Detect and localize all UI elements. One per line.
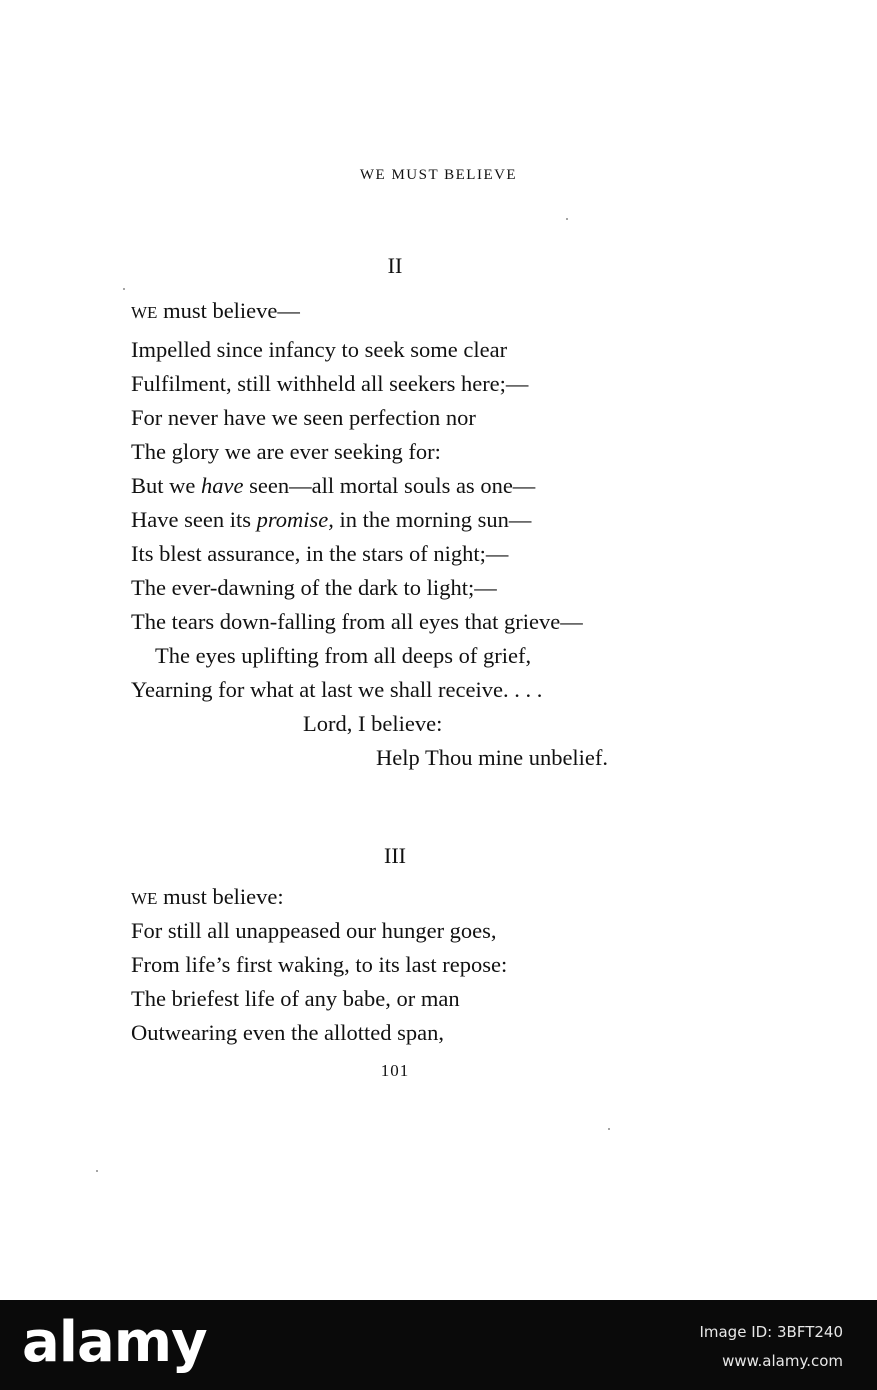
small-caps-word: WE	[131, 303, 158, 322]
poem-line: From life’s first waking, to its last repose:	[131, 952, 508, 977]
poem-line: Impelled since infancy to seek some clear	[131, 337, 508, 362]
italic-word: promise,	[256, 507, 334, 532]
small-caps-word: WE	[131, 889, 158, 908]
line-text-pre: But we	[131, 473, 201, 498]
poem-line: The glory we are ever seeking for:	[131, 439, 441, 464]
opening-rest: must believe:	[157, 884, 284, 909]
poem-line-indented: Help Thou mine unbelief.	[376, 745, 609, 770]
scan-speck	[123, 288, 125, 290]
site-url: www.alamy.com	[722, 1351, 843, 1370]
poem-line-with-italic	[131, 509, 531, 532]
scan-speck	[96, 1170, 98, 1172]
section-iii-opening-line	[131, 886, 284, 909]
watermark-footer	[0, 1300, 877, 1390]
section-numeral-ii: II	[387, 253, 403, 278]
poem-line-indented: Lord, I believe:	[303, 711, 443, 736]
poem-line: Yearning for what at last we shall receive. . . .	[131, 677, 543, 702]
section-ii-opening-line	[131, 300, 300, 323]
section-numeral-iii: III	[384, 843, 406, 868]
poem-line: The tears down-falling from all eyes that grieve—	[131, 609, 583, 634]
poem-line: Outwearing even the allotted span,	[131, 1020, 445, 1045]
scan-speck	[608, 1128, 610, 1130]
poem-line-with-italic	[131, 475, 535, 498]
italic-word: have	[201, 473, 244, 498]
poem-line: The briefest life of any babe, or man	[131, 986, 460, 1011]
poem-line: For still all unappeased our hunger goes,	[131, 918, 497, 943]
scan-speck	[566, 218, 568, 220]
poem-line: Fulfilment, still withheld all seekers here;—	[131, 371, 529, 396]
image-id-block	[699, 1318, 843, 1375]
poem-line: The ever-dawning of the dark to light;—	[131, 575, 497, 600]
page-number: 101	[380, 1061, 410, 1080]
line-text-pre: Have seen its	[131, 507, 257, 532]
line-text-post: seen—all mortal souls as one—	[243, 473, 536, 498]
line-text-post: in the morning sun—	[333, 507, 532, 532]
image-id-label: Image ID: 3BFT240	[699, 1323, 843, 1341]
poem-line: For never have we seen perfection nor	[131, 405, 476, 430]
running-head: WE MUST BELIEVE	[359, 167, 518, 183]
alamy-logo: alamy	[22, 1310, 207, 1375]
poem-line-indented: The eyes uplifting from all deeps of grief,	[155, 643, 532, 668]
opening-rest: must believe—	[157, 298, 300, 323]
poem-line: Its blest assurance, in the stars of night;—	[131, 541, 509, 566]
